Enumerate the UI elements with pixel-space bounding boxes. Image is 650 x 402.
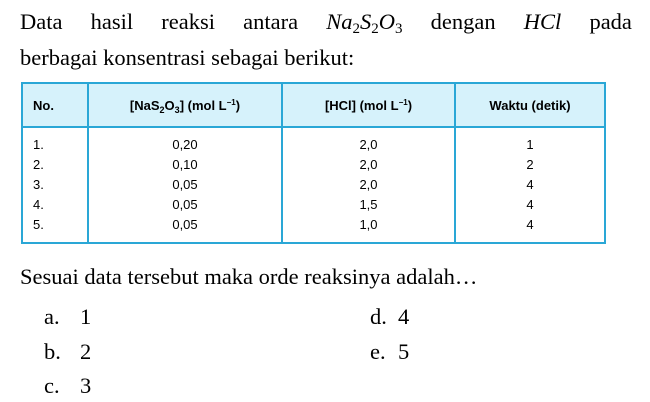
cell-naso: 0,05: [88, 194, 282, 214]
cell-naso: 0,10: [88, 154, 282, 174]
cell-no: 4.: [22, 194, 88, 214]
option-letter: a.: [44, 304, 60, 329]
cell-hcl: 2,0: [282, 174, 455, 194]
option-d[interactable]: [370, 302, 409, 332]
option-a[interactable]: [44, 302, 91, 332]
cell-hcl: 1,5: [282, 194, 455, 214]
cell-naso: 0,20: [88, 127, 282, 154]
option-value: 5: [398, 339, 410, 364]
word: pada: [589, 9, 632, 34]
cell-no: 5.: [22, 214, 88, 243]
question-line-1: [20, 4, 632, 40]
table-row: [22, 154, 605, 174]
formula-hcl: HCl: [523, 9, 562, 34]
option-value: 3: [80, 373, 92, 398]
header-hcl-concentration: [HCl] (mol $L^{-1}$): [282, 83, 455, 127]
option-value: 4: [398, 304, 410, 329]
cell-no: 2.: [22, 154, 88, 174]
option-value: 1: [80, 304, 92, 329]
cell-time: 4: [455, 214, 605, 243]
option-letter: b.: [44, 339, 61, 364]
word: dengan: [430, 9, 496, 34]
option-e[interactable]: [370, 337, 409, 367]
cell-time: 1: [455, 127, 605, 154]
header-naso-concentration: $[NaS_2O_3]$ (mol $L^{-1}$): [88, 83, 282, 127]
table-row: [22, 127, 605, 154]
option-b[interactable]: [44, 337, 91, 367]
cell-hcl: 2,0: [282, 154, 455, 174]
word: reaksi: [161, 9, 215, 34]
cell-time: 2: [455, 154, 605, 174]
option-letter: e.: [370, 339, 386, 364]
option-letter: d.: [370, 304, 387, 329]
cell-hcl: 2,0: [282, 127, 455, 154]
cell-no: 1.: [22, 127, 88, 154]
cell-hcl: 1,0: [282, 214, 455, 243]
question-prompt: Sesuai data tersebut maka orde reaksinya adalah…: [20, 264, 478, 289]
question-line-2: berbagai konsentrasi sebagai berikut:: [20, 45, 355, 70]
word: hasil: [90, 9, 134, 34]
formula-sodium-thiosulfate: $Na_2S_2O_3$: [326, 9, 403, 37]
option-letter: c.: [44, 373, 60, 398]
cell-naso: 0,05: [88, 174, 282, 194]
cell-time: 4: [455, 194, 605, 214]
header-time: Waktu (detik): [455, 83, 605, 127]
header-no: No.: [22, 83, 88, 127]
table-row: [22, 214, 605, 243]
data-table: [21, 82, 606, 244]
option-c[interactable]: [44, 371, 91, 401]
table-row: [22, 174, 605, 194]
table-header-row: [22, 83, 605, 127]
cell-no: 3.: [22, 174, 88, 194]
question-text: [20, 4, 632, 76]
word: antara: [243, 9, 299, 34]
word: Data: [20, 9, 63, 34]
cell-time: 4: [455, 174, 605, 194]
option-value: 2: [80, 339, 92, 364]
table-row: [22, 194, 605, 214]
cell-naso: 0,05: [88, 214, 282, 243]
